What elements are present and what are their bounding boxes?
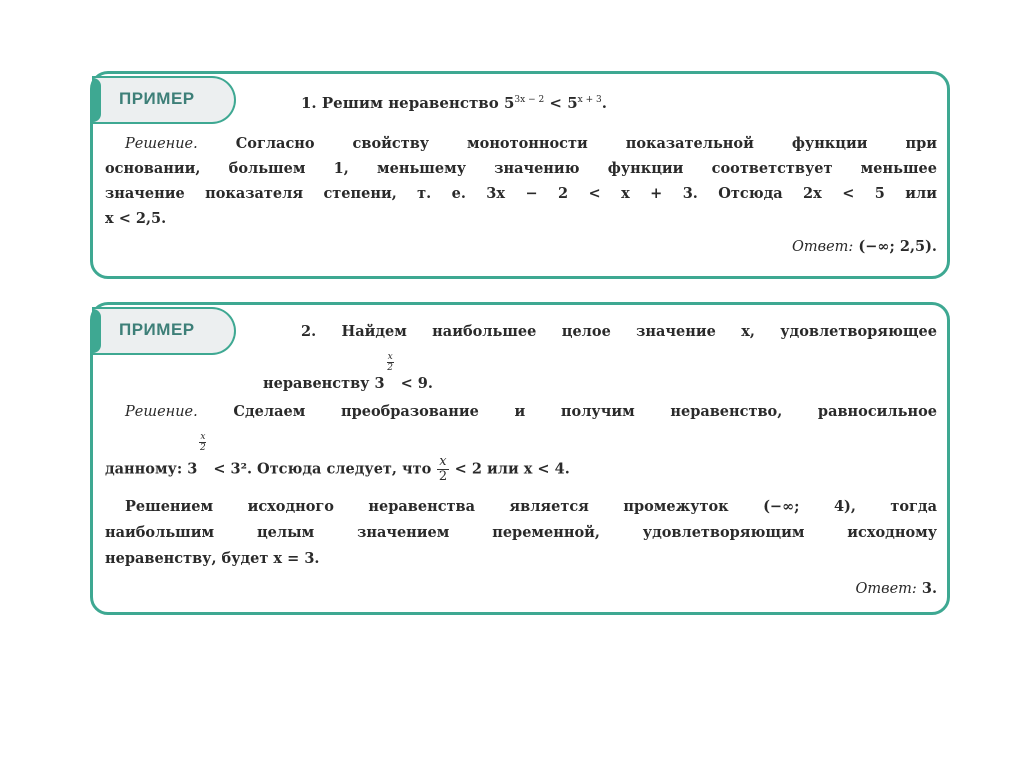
example-2-title: 2. Найдем наибольшее целое значение x, удовлетворяющее (301, 323, 937, 340)
example-1-box (90, 71, 950, 279)
example-label: ПРИМЕР (119, 320, 195, 339)
answer: Ответ: (−∞; 2,5). (792, 238, 937, 255)
fraction: $\frac{x}{2}$ (438, 454, 448, 484)
solution-line: Решением исходного неравенства является промежуток (−∞; 4), тогда (125, 498, 937, 515)
example-1-title: 1. Решим неравенство $5^{3x - 2} < 5^{x + 3}$. (301, 94, 607, 112)
solution-line: наибольшим целым значением переменной, удовлетворяющим исходному (105, 524, 937, 541)
example-tab (92, 307, 236, 355)
solution-line: x < 2,5. (105, 210, 167, 227)
inequality: неравенству 3 x 2 < 9. (263, 352, 433, 392)
example-tab (92, 76, 236, 124)
solution-line: основании, большем 1, меньшему значению функции соответствует меньшее (105, 160, 937, 177)
exponent-fraction: x 2 (387, 352, 393, 373)
exponent-fraction: x 2 (200, 432, 206, 453)
example-label: ПРИМЕР (119, 89, 195, 108)
solution-line: Решение. Согласно свойству монотонности показательной функции при (125, 135, 937, 152)
solution-line: неравенству, будет x = 3. (105, 550, 320, 567)
solution-line: Решение. Сделаем преобразование и получим неравенство, равносильное (125, 403, 937, 420)
solution-line: значение показателя степени, т. е. 3x − 2 < x + 3. Отсюда 2x < 5 или (105, 185, 937, 202)
example-2-box (90, 302, 950, 615)
solution-line: данному: 3 x 2 < 3². Отсюда следует, что $\frac{x}{2}$ < 2 или x < 4. (105, 432, 570, 484)
answer: Ответ: 3. (855, 580, 937, 597)
